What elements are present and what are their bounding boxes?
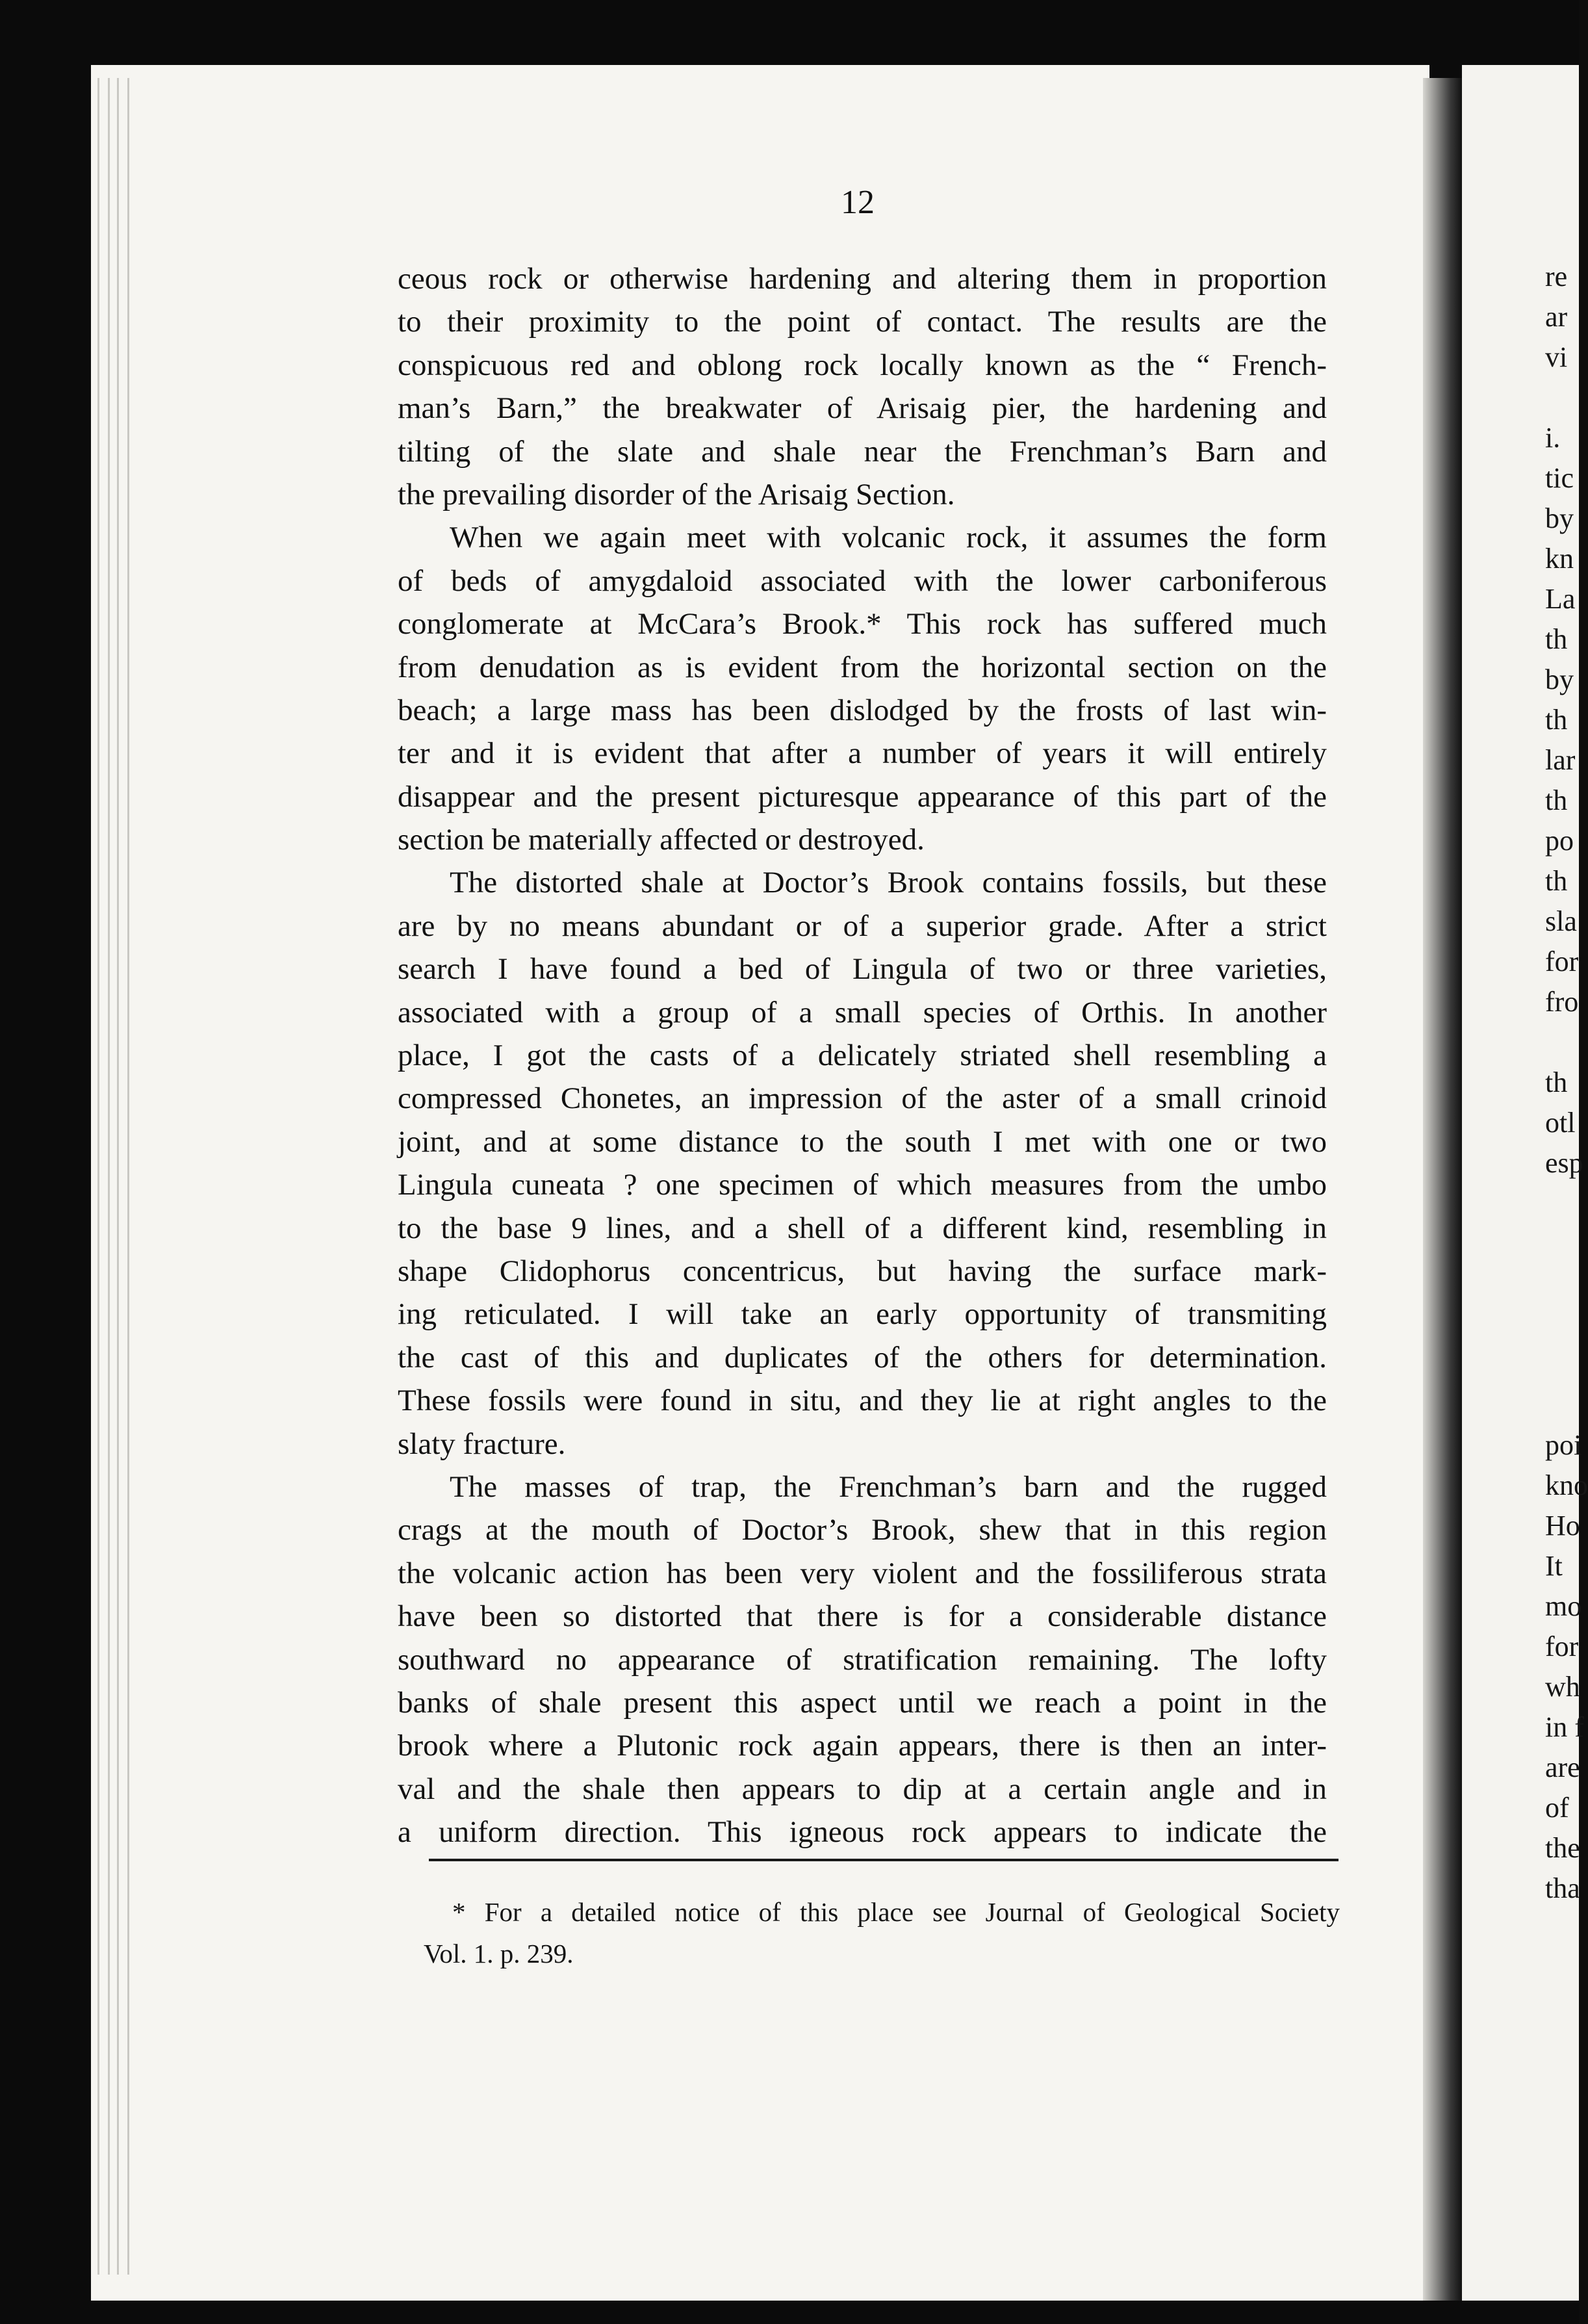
text-line: Lingula cuneata ? one specimen of which measures from the umbo bbox=[398, 1168, 1327, 1202]
text-line: The distorted shale at Doctor’s Brook contains fossils, but these bbox=[450, 866, 1327, 900]
right-page-line: tic bbox=[1545, 462, 1574, 494]
text-line: beach; a large mass has been dislodged by the frosts of last win- bbox=[398, 693, 1327, 727]
text-line: have been so distorted that there is for a considerable distance bbox=[398, 1599, 1327, 1634]
right-page-line: ar bbox=[1545, 301, 1568, 333]
text-line: conspicuous red and oblong rock locally known as the “ French- bbox=[398, 348, 1327, 382]
text-line: The masses of trap, the Frenchman’s barn and the rugged bbox=[450, 1469, 1327, 1504]
text-line: crags at the mouth of Doctor’s Brook, shew that in this region bbox=[398, 1513, 1327, 1547]
text-line: the cast of this and duplicates of the others for determination. bbox=[398, 1340, 1327, 1375]
footnote-line: * For a detailed notice of this place see Journal of Geological Society bbox=[452, 1897, 1340, 1927]
text-line: of beds of amygdaloid associated with the lower carboniferous bbox=[398, 563, 1327, 598]
text-line: banks of shale present this aspect until we reach a point in the bbox=[398, 1685, 1327, 1720]
text-line: When we again meet with volcanic rock, it assumes the form bbox=[450, 521, 1327, 555]
right-page-line: i. bbox=[1545, 422, 1561, 454]
text-line: ing reticulated. I will take an early opportunity of transmiting bbox=[398, 1297, 1327, 1332]
right-page-line: sla bbox=[1545, 905, 1577, 937]
text-line: section be materially affected or destroyed. bbox=[398, 823, 925, 857]
right-page-line: fro bbox=[1545, 986, 1579, 1018]
right-page-line: La bbox=[1545, 583, 1576, 615]
text-line: val and the shale then appears to dip at a certain angle and in bbox=[398, 1772, 1327, 1806]
right-page-line: by bbox=[1545, 664, 1574, 695]
right-page-line: th bbox=[1545, 784, 1568, 816]
text-line: compressed Chonetes, an impression of the aster of a small crinoid bbox=[398, 1081, 1327, 1116]
right-page-line: are bbox=[1545, 1751, 1580, 1783]
text-line: disappear and the present picturesque appearance of this part of the bbox=[398, 779, 1327, 814]
binding-edge-line bbox=[97, 78, 99, 2275]
text-line: southward no appearance of stratification remaining. The lofty bbox=[398, 1642, 1327, 1677]
page-gutter bbox=[1423, 78, 1462, 2301]
body-text bbox=[398, 257, 1327, 1853]
right-page-line: for bbox=[1545, 946, 1579, 977]
right-page-line: of bbox=[1545, 1792, 1569, 1824]
right-page-line: the bbox=[1545, 1832, 1580, 1864]
right-page-line: th bbox=[1545, 704, 1568, 736]
right-page-line: for bbox=[1545, 1631, 1579, 1662]
text-line: from denudation as is evident from the horizontal section on the bbox=[398, 650, 1327, 684]
right-page-line: wh bbox=[1545, 1671, 1580, 1703]
page-number: 12 bbox=[841, 184, 875, 221]
text-line: the prevailing disorder of the Arisaig Section. bbox=[398, 477, 955, 511]
text-line: tilting of the slate and shale near the Frenchman’s Barn and bbox=[398, 434, 1327, 469]
text-line: joint, and at some distance to the south I met with one or two bbox=[398, 1124, 1327, 1159]
text-line: are by no means abundant or of a superior grade. After a strict bbox=[398, 909, 1327, 943]
text-line: place, I got the casts of a delicately striated shell resembling a bbox=[398, 1039, 1327, 1073]
text-line: a uniform direction. This igneous rock appears to indicate the bbox=[398, 1815, 1327, 1850]
right-page-line: th bbox=[1545, 623, 1568, 655]
right-page-line: poi bbox=[1545, 1429, 1582, 1461]
text-line: the volcanic action has been very violent and the fossiliferous strata bbox=[398, 1556, 1327, 1590]
right-page-line: lar bbox=[1545, 744, 1576, 776]
right-page-line: th bbox=[1545, 1066, 1568, 1098]
text-line: shape Clidophorus concentricus, but having the surface mark- bbox=[398, 1254, 1327, 1288]
text-line: slaty fracture. bbox=[398, 1427, 566, 1461]
text-line: These fossils were found in situ, and they lie at right angles to the bbox=[398, 1384, 1327, 1418]
text-line: to the base 9 lines, and a shell of a different kind, resembling in bbox=[398, 1211, 1327, 1245]
right-page-line: re bbox=[1545, 261, 1568, 292]
right-page-line: by bbox=[1545, 502, 1574, 534]
right-page-line: It bbox=[1545, 1550, 1563, 1582]
right-page-line: Ho bbox=[1545, 1510, 1580, 1542]
right-page-line: th bbox=[1545, 865, 1568, 897]
right-page-fragment bbox=[1462, 65, 1588, 2301]
text-line: ceous rock or otherwise hardening and altering them in proportion bbox=[398, 262, 1327, 296]
right-page-line: po bbox=[1545, 825, 1574, 857]
text-line: ter and it is evident that after a number of years it will entirely bbox=[398, 736, 1327, 771]
text-line: man’s Barn,” the breakwater of Arisaig pier, the hardening and bbox=[398, 391, 1327, 426]
text-line: conglomerate at McCara’s Brook.* This rock has suffered much bbox=[398, 607, 1327, 641]
right-page-line: esp bbox=[1545, 1147, 1583, 1179]
text-line: search I have found a bed of Lingula of two or three varieties, bbox=[398, 952, 1327, 987]
right-page-line: in f bbox=[1545, 1711, 1584, 1743]
right-page-line: vi bbox=[1545, 341, 1568, 373]
binding-edge-line bbox=[127, 78, 129, 2275]
binding-edge-line bbox=[108, 78, 110, 2275]
text-line: brook where a Plutonic rock again appears, there is then an inter- bbox=[398, 1729, 1327, 1763]
text-line: to their proximity to the point of contact. The results are the bbox=[398, 305, 1327, 339]
binding-edge-line bbox=[117, 78, 119, 2275]
right-page-line: mo bbox=[1545, 1590, 1582, 1622]
right-page-line: kno bbox=[1545, 1469, 1588, 1501]
right-page-line: tha bbox=[1545, 1872, 1580, 1904]
right-page-line: otl bbox=[1545, 1107, 1576, 1139]
right-page-line: kn bbox=[1545, 543, 1574, 575]
text-line: associated with a group of a small species of Orthis. In another bbox=[398, 995, 1327, 1029]
footnote-line: Vol. 1. p. 239. bbox=[424, 1939, 574, 1969]
footnote bbox=[424, 1891, 1340, 1974]
footnote-rule bbox=[429, 1859, 1338, 1861]
